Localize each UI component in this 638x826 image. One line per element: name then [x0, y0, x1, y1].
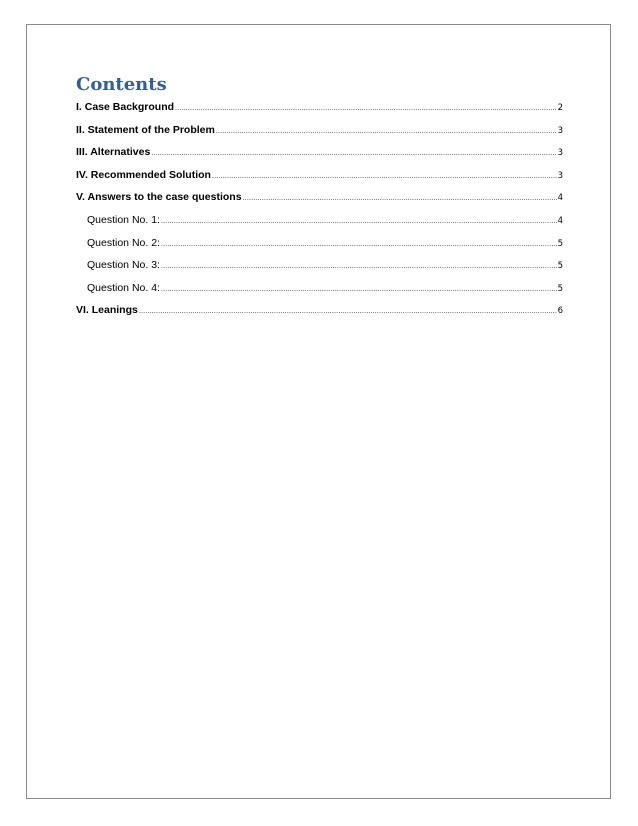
- toc-dot-leader: [161, 212, 557, 232]
- toc-dot-leader: [243, 189, 557, 209]
- toc-entry-alternatives[interactable]: [76, 142, 563, 165]
- toc-entry-label: Question No. 2:: [87, 236, 160, 249]
- toc-entry-page-number: 3: [557, 125, 563, 136]
- toc-list: [76, 97, 563, 323]
- toc-entry-label: I. Case Background: [76, 101, 175, 113]
- toc-dot-leader: [161, 257, 557, 277]
- toc-entry-label: III. Alternatives: [76, 146, 151, 159]
- toc-entry-question-4[interactable]: [76, 278, 563, 301]
- toc-entry-statement-of-problem[interactable]: [76, 120, 563, 143]
- toc-entry-page-number: 4: [557, 215, 563, 226]
- toc-entry-label: Question No. 3:: [87, 259, 160, 272]
- toc-entry-page-number: 5: [557, 238, 563, 249]
- toc-title: Contents: [76, 74, 167, 95]
- toc-dot-leader: [216, 122, 557, 142]
- toc-entry-recommended-solution[interactable]: [76, 165, 563, 188]
- toc-entry-page-number: 3: [557, 170, 563, 181]
- toc-dot-leader: [212, 167, 557, 187]
- toc-entry-label: VI. Leanings: [76, 304, 138, 317]
- toc-dot-leader: [161, 280, 557, 300]
- toc-entry-leanings[interactable]: [76, 300, 563, 323]
- toc-entry-answers-to-case-questions[interactable]: [76, 187, 563, 210]
- toc-dot-leader: [151, 144, 556, 164]
- toc-entry-label: V. Answers to the case questions: [76, 191, 242, 204]
- toc-entry-page-number: 3: [557, 148, 563, 159]
- toc-entry-label: II. Statement of the Problem: [76, 123, 215, 136]
- toc-entry-page-number: 4: [557, 193, 563, 204]
- toc-dot-leader: [175, 99, 557, 119]
- toc-entry-page-number: 5: [557, 261, 563, 272]
- toc-entry-label: Question No. 4:: [87, 281, 160, 294]
- toc-entry-question-2[interactable]: [76, 233, 563, 256]
- toc-entry-label: Question No. 1:: [87, 213, 160, 226]
- toc-entry-question-3[interactable]: [76, 255, 563, 278]
- toc-entry-page-number: 2: [557, 103, 563, 113]
- toc-entry-page-number: 5: [557, 283, 563, 294]
- toc-entry-case-background[interactable]: [76, 97, 563, 120]
- toc-dot-leader: [139, 302, 557, 322]
- toc-entry-page-number: 6: [557, 306, 563, 317]
- toc-entry-question-1[interactable]: [76, 210, 563, 233]
- toc-entry-label: IV. Recommended Solution: [76, 168, 211, 181]
- toc-dot-leader: [161, 235, 557, 255]
